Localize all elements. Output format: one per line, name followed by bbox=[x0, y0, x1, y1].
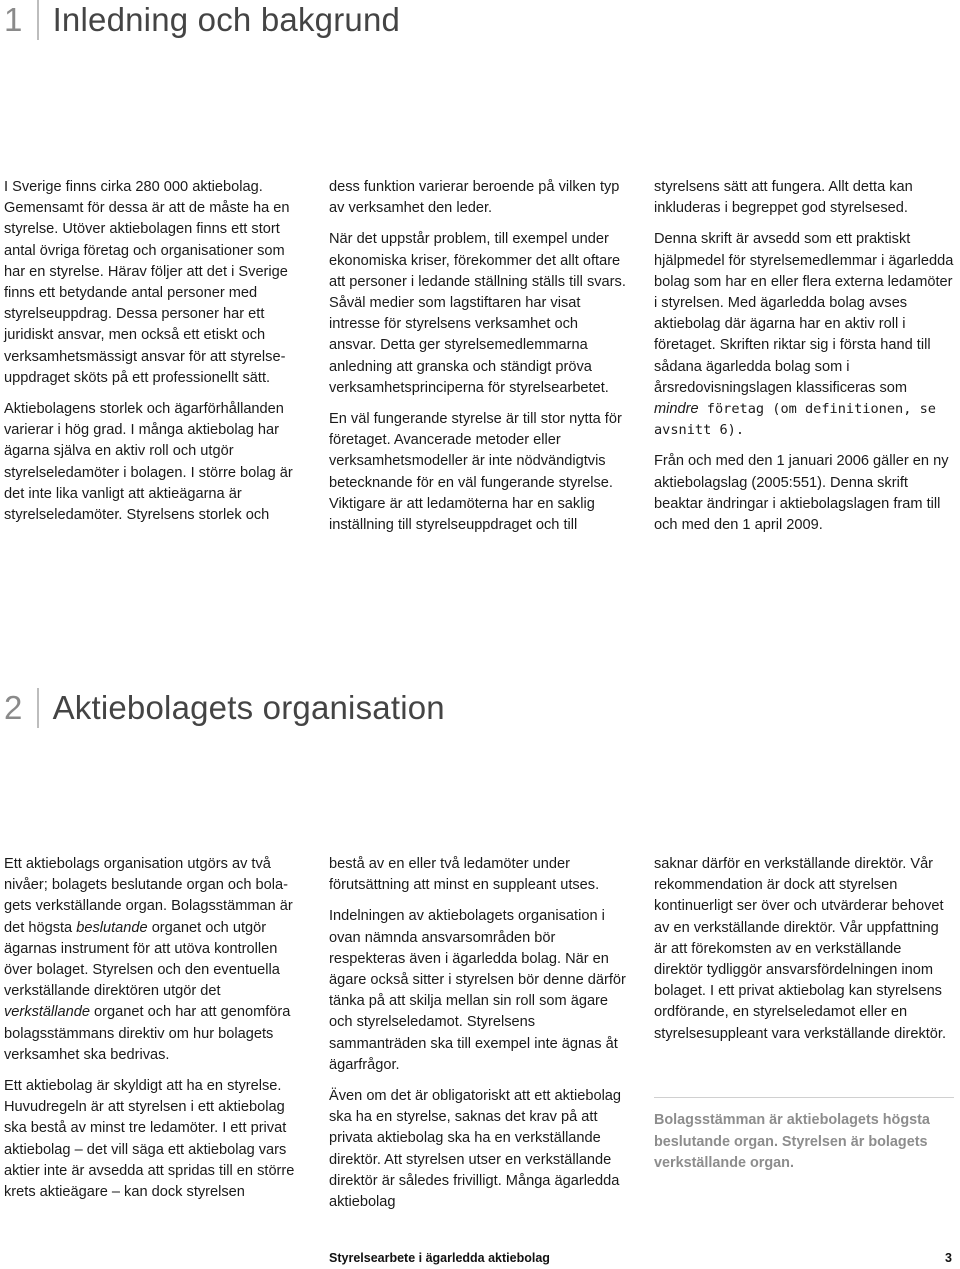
emphasis: mindre bbox=[654, 401, 699, 418]
paragraph: I Sverige finns cirka 280 000 aktiebolag. Gemensamt för dessa är att de måste ha en styrelse. Utöver aktiebolagen finns ett stort antal övriga företag och organisationer som har en styrelse. Härav följer att det i Sverige finns ett betydande antal personer med styrelseuppdrag. Dessa personer har ett juridiskt ansvar, men också ett etiskt och verksamhetsmässigt ansvar för att styrelseuppdraget sköts på ett professionellt sätt. bbox=[4, 179, 290, 386]
paragraph: Även om det är obligatoriskt att ett aktiebolag ska ha en styrelse, saknas det krav på att privata aktiebolag ska ha en verkställande direktör. Att styrelsen utser en verkställande direktör är således frivilligt. Många ägarledda aktiebolag bbox=[329, 1088, 622, 1211]
paragraph: dess funktion varierar beroende på vilken typ av verksamhet den leder. bbox=[329, 179, 620, 217]
text-run: företag (om definitionen, se avsnitt 6). bbox=[654, 401, 936, 439]
text-run: Denna skrift är avsedd som ett praktiskt hjälpmedel för styrelsemedlemmar i ägarledda bolag som har en eller flera externa ledamöter i styrelsen. Med ägarledda bolag avses aktiebolag där ägarna har en aktiv roll i företaget. Skriften riktar sig i första hand till sådana ägarledda bolag som i årsredovisningslagen klassificeras som bbox=[654, 231, 954, 396]
paragraph: Från och med den 1 januari 2006 gäller en ny aktiebolagslag (2005:551). Denna skrift beaktar ändringar i aktiebolagslagen fram till och med den 1 april 2009. bbox=[654, 453, 949, 534]
paragraph: När det uppstår problem, till exempel under ekonomiska kriser, förekommer det allt oftare att personer i ledande ställning ställs till svars. Såväl medier som lagstiftaren har visat intresse för styrelsens verksamhet och ansvar. Detta ger styrelsemedlemmarna anledning att granska och ständigt pröva verksamhetsprinciperna för styrelsearbetet. bbox=[329, 231, 626, 396]
emphasis: verkställande bbox=[4, 1004, 90, 1021]
paragraph bbox=[4, 854, 304, 1066]
paragraph: Aktiebolagens storlek och ägarförhållanden varierar i hög grad. I många aktiebolag har ägarna själva en aktiv roll och utgör styrelseledamöter i bolagen. I större bolag är det inte lika vanligt att aktieägarna är styrelseledamöter. Styrelsens storlek och bbox=[4, 401, 293, 524]
section-2-column-2 bbox=[329, 854, 629, 1213]
paragraph: bestå av en eller två ledamöter under förutsättning att minst en suppleant utses. bbox=[329, 856, 600, 894]
section-1-column-2 bbox=[329, 177, 629, 536]
section-1-title: Inledning och bakgrund bbox=[52, 1, 401, 38]
paragraph: styrelsens sätt att fungera. Allt detta kan inkluderas i begreppet god styrelsesed. bbox=[654, 179, 913, 217]
paragraph: Indelningen av aktiebolagets organisation i ovan nämnda ansvarsområden bör respekteras även i ägarledda bolag. När en ägare också sitter i styrelsen bör denne därför tänka på att skilja mellan sin roll som ägare och styrelseledamot. Styrelsens sammanträden ska till exempel inte ägnas åt ägarfrågor. bbox=[329, 908, 626, 1073]
text-run: organet och utgör ägarnas instrument för att utöva kontrollen över bolaget. Styrelsen och den eventuella verkställande direktören utgör det bbox=[4, 919, 280, 1000]
heading-divider bbox=[37, 0, 39, 40]
emphasis: beslutande bbox=[76, 919, 148, 936]
section-2-column-1 bbox=[4, 854, 304, 1203]
section-2-title: Aktiebolagets organisation bbox=[52, 689, 445, 726]
section-1-number: 1 bbox=[4, 1, 23, 38]
pull-quote: Bolagsstämman är aktiebolagets högsta beslutande organ. Styrelsen är bolagets verkställande organ. bbox=[654, 1097, 954, 1175]
text-run: organet och har att genomföra bolagsstämmans direktiv om hur bolagets verksamhet ska bedrivas. bbox=[4, 1004, 291, 1063]
section-1-heading bbox=[4, 0, 400, 40]
footer-title: Styrelsearbete i ägarledda aktiebolag bbox=[329, 1251, 550, 1265]
page-number: 3 bbox=[945, 1251, 952, 1265]
section-2-heading bbox=[4, 688, 445, 728]
section-2-column-3 bbox=[654, 854, 954, 1045]
paragraph: saknar därför en verkställande direktör. Vår rekommendation är dock att styrelsen kontinuerligt ser över och utvärderar behovet av en verkställande direktör. Vår uppfattning är att förekomsten av en verkställande direktör tydliggör ansvarsfördelningen inom bolaget. I ett privat aktiebolag kan styrelsens ordförande, en styrelseledamot eller en styrelsesuppleant vara verkställande direktör. bbox=[654, 856, 947, 1042]
paragraph: En väl fungerande styrelse är till stor nytta för företaget. Avancerade metoder eller verksamhetsmodeller är inte nödvändigtvis betecknande för en väl fungerande styrelse. Viktigare är att ledamöterna har en saklig inställning till styrelseuppdraget och till bbox=[329, 411, 622, 534]
heading-divider bbox=[37, 688, 39, 728]
section-2-number: 2 bbox=[4, 689, 23, 726]
section-1-column-1 bbox=[4, 177, 304, 526]
text-run: Ett aktiebolags organisation utgörs av två nivåer; bolagets beslutande organ och bolagets verkställande organ. Bolagsstämman är det högsta bbox=[4, 856, 293, 936]
section-1-column-3 bbox=[654, 177, 954, 536]
paragraph bbox=[654, 229, 954, 441]
page-footer bbox=[329, 1251, 952, 1265]
paragraph: Ett aktiebolag är skyldigt att ha en styrelse. Huvudregeln är att styrelsen i ett aktiebolag ska bestå av minst tre ledamöter. I ett privat aktiebolag – det vill säga ett aktiebolag vars aktier inte är avsedda att spridas till en större krets aktieägare – kan dock styrelsen bbox=[4, 1078, 295, 1201]
